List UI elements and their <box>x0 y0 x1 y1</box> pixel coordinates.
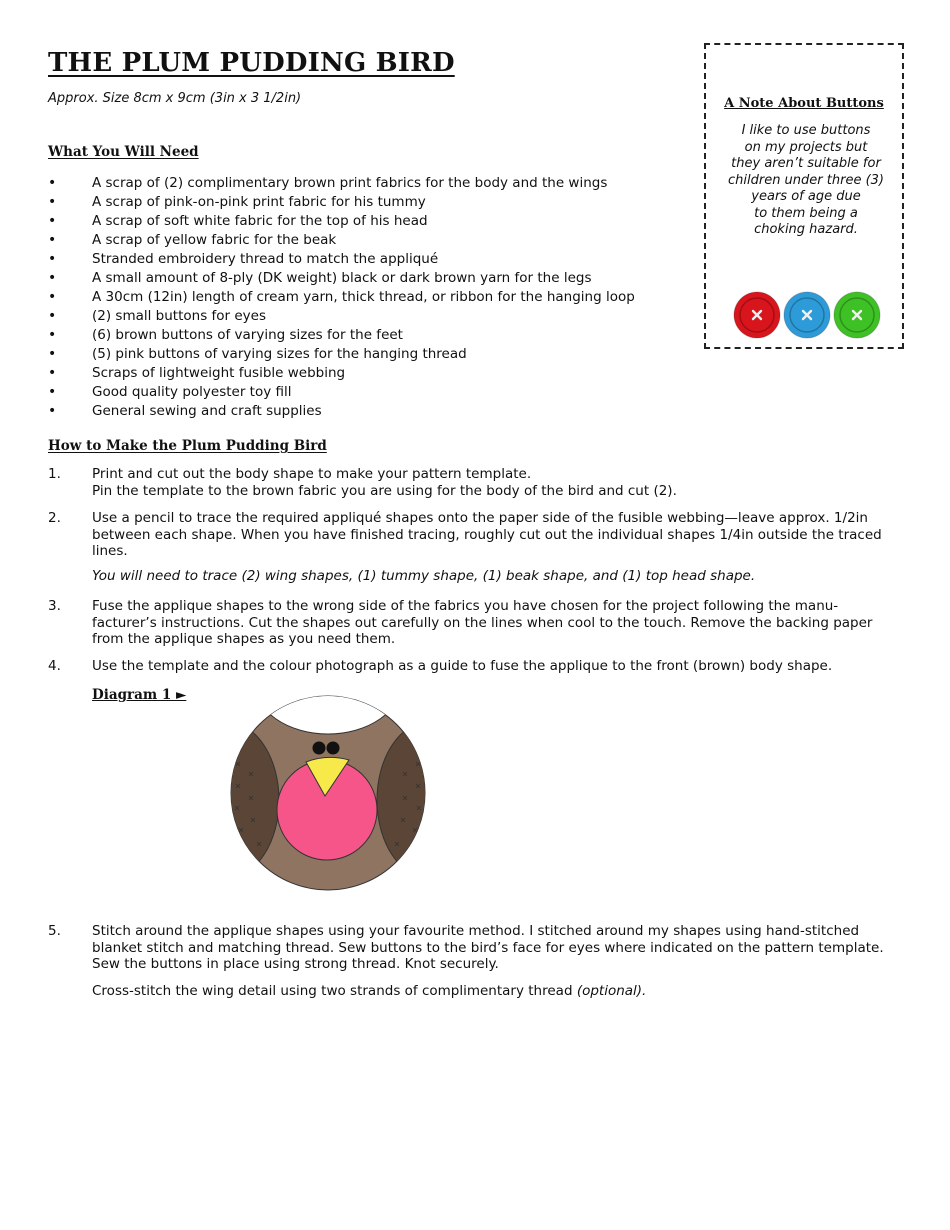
needs-list <box>48 174 688 421</box>
step-text: from the applique shapes as you need them. <box>92 631 396 647</box>
step-text: Use the template and the colour photograph as a guide to fuse the applique to the front (brown) body shape. <box>92 658 833 674</box>
bird-eye-right <box>327 742 340 755</box>
button-illustrations <box>732 290 882 340</box>
buttons-note-line: they aren’t suitable for <box>731 156 881 171</box>
step-text: Print and cut out the body shape to make your pattern template. <box>92 466 532 482</box>
instructions-heading: How to Make the Plum Pudding Bird <box>48 438 327 454</box>
step-text: lines. <box>92 543 128 559</box>
bird-diagram <box>227 692 429 894</box>
red-button-icon <box>734 292 780 338</box>
step-note: You will need to trace (2) wing shapes, (1) tummy shape, (1) beak shape, and (1) top head shape. <box>92 567 756 584</box>
step-text: blanket stitch and matching thread. Sew buttons to the bird’s face for eyes where indicated on the pattern template. <box>92 939 884 956</box>
step-text: facturer’s instructions. Cut the shapes out carefully on the lines when cool to the touch. Remove the backing paper <box>92 614 873 631</box>
instruction-step <box>48 598 894 648</box>
size-subtitle: Approx. Size 8cm x 9cm (3in x 3 1/2in) <box>48 91 302 106</box>
step-text: Pin the template to the brown fabric you are using for the body of the bird and cut (2). <box>92 482 677 499</box>
step-number: 2. <box>48 510 61 526</box>
step-note-optional: (optional). <box>576 982 647 999</box>
step-text: Use a pencil to trace the required appliqué shapes onto the paper side of the fusible webbing—leave approx. 1/2in <box>92 510 868 526</box>
step-number: 1. <box>48 466 61 482</box>
step-text: Sew the buttons in place using strong thread. Knot securely. <box>92 956 499 972</box>
step-text: Fuse the applique shapes to the wrong side of the fabrics you have chosen for the project following the manu- <box>92 598 839 614</box>
needs-item: • General sewing and craft supplies <box>48 402 688 421</box>
buttons-note-line: on my projects but <box>744 139 868 155</box>
buttons-note-line: choking hazard. <box>754 222 858 237</box>
needs-item: • A scrap of soft white fabric for the top of his head <box>48 212 688 231</box>
needs-item: • (5) pink buttons of varying sizes for the hanging thread <box>48 345 688 364</box>
blue-button-icon <box>784 292 830 338</box>
buttons-note-text <box>712 123 900 239</box>
needs-item: • A scrap of pink-on-pink print fabric for his tummy <box>48 193 688 212</box>
step-text: Stitch around the applique shapes using your favourite method. I stitched around my shapes using hand-stitched <box>92 923 860 939</box>
needs-item: • A 30cm (12in) length of cream yarn, thick thread, or ribbon for the hanging loop <box>48 288 688 307</box>
needs-item: • Scraps of lightweight fusible webbing <box>48 364 688 383</box>
buttons-note-line: years of age due <box>751 189 861 204</box>
step-number: 3. <box>48 598 61 614</box>
buttons-note-line: to them being a <box>754 205 858 221</box>
buttons-note-heading: A Note About Buttons <box>724 96 884 111</box>
instruction-step <box>48 923 894 999</box>
instruction-step <box>48 466 894 499</box>
instruction-step <box>48 658 894 675</box>
needs-item: • (6) brown buttons of varying sizes for the feet <box>48 326 688 345</box>
buttons-note-line: children under three (3) <box>727 172 884 188</box>
step-number: 4. <box>48 658 61 674</box>
step-note <box>92 983 894 1000</box>
step-number: 5. <box>48 923 61 939</box>
page-title: THE PLUM PUDDING BIRD <box>48 48 455 78</box>
diagram-label: Diagram 1 ► <box>92 687 187 703</box>
buttons-note-line: I like to use buttons <box>741 123 871 138</box>
buttons-note-box <box>704 43 904 349</box>
step-note-text: Cross-stitch the wing detail using two strands of complimentary thread <box>92 982 577 999</box>
instruction-step <box>48 510 894 584</box>
bird-eye-left <box>313 742 326 755</box>
green-button-icon <box>834 292 880 338</box>
needs-item: • (2) small buttons for eyes <box>48 307 688 326</box>
needs-item: • A scrap of yellow fabric for the beak <box>48 231 688 250</box>
needs-heading: What You Will Need <box>48 144 199 160</box>
needs-item: • A small amount of 8-ply (DK weight) black or dark brown yarn for the legs <box>48 269 688 288</box>
needs-item: • A scrap of (2) complimentary brown print fabrics for the body and the wings <box>48 174 688 193</box>
step-text: between each shape. When you have finished tracing, roughly cut out the individual shapes 1/4in outside the traced <box>92 526 882 543</box>
needs-item: • Stranded embroidery thread to match the appliqué <box>48 250 688 269</box>
needs-item: • Good quality polyester toy fill <box>48 383 688 402</box>
